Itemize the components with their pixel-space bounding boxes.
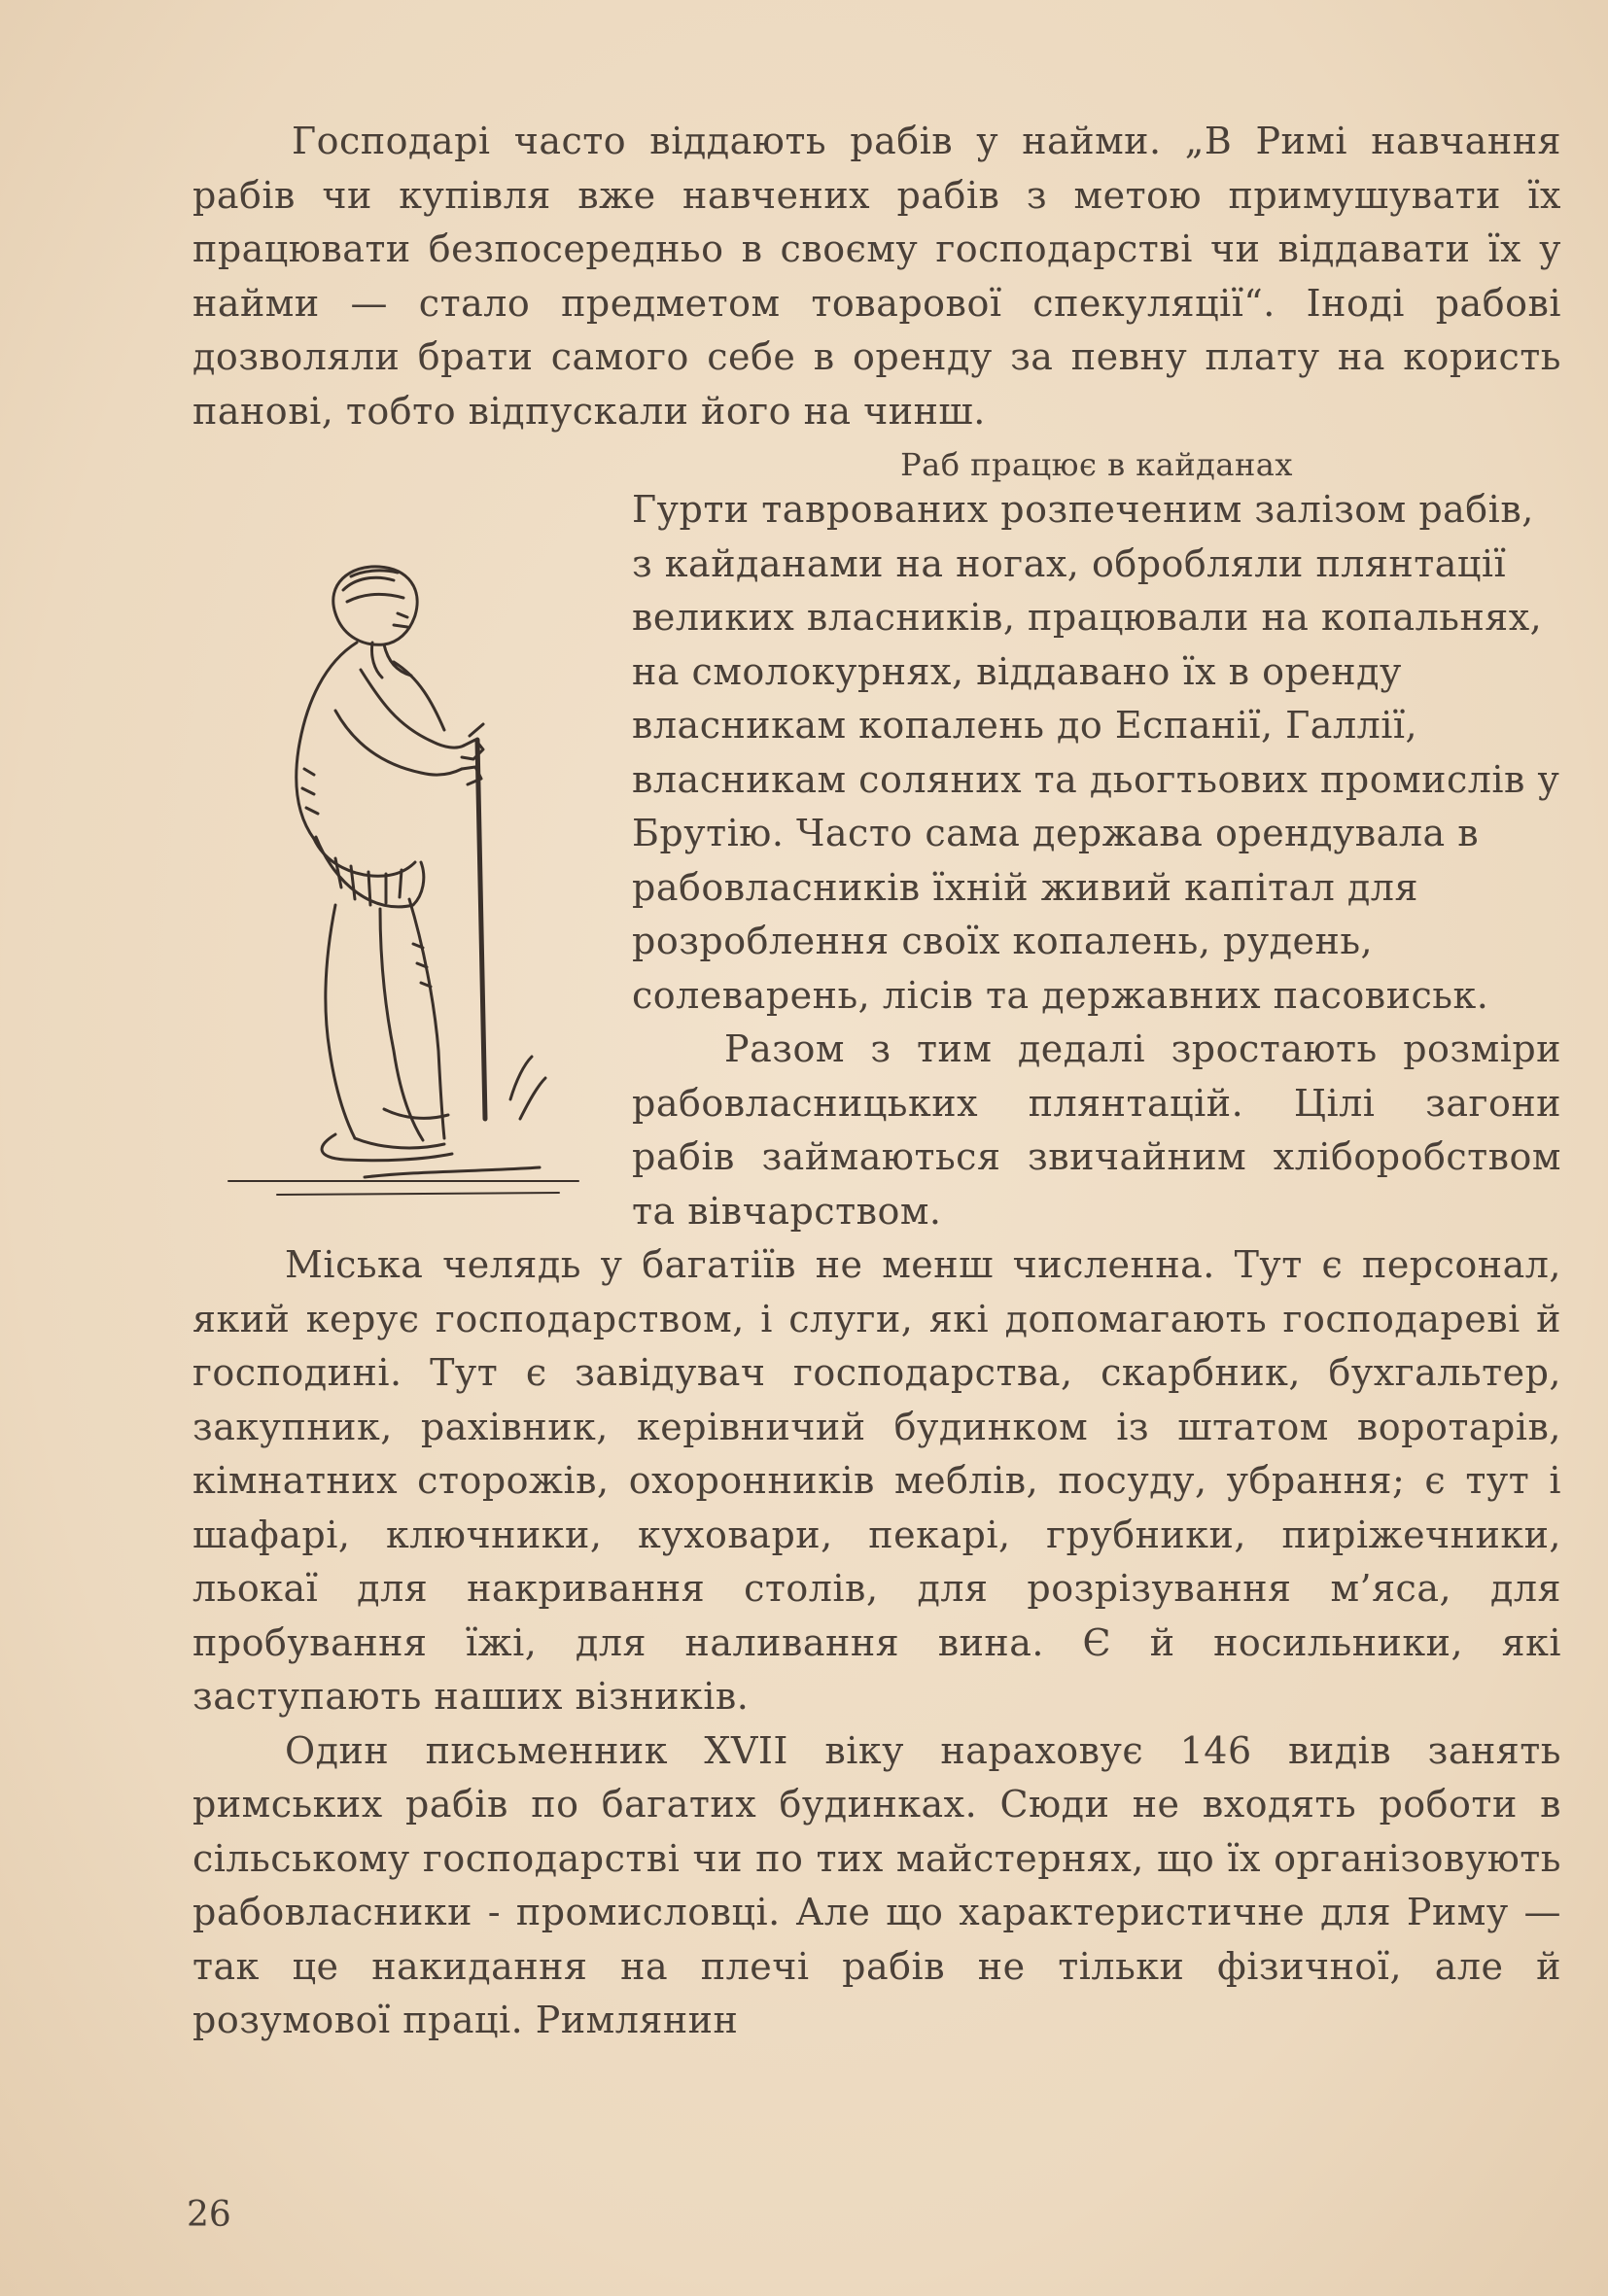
figure [175,493,612,1206]
page-text [192,115,1561,2048]
paragraph-2-text: Гурти таврованих розпеченим залізом рабів, з кайданами на ногах, обробляли плянтації великих власників, працювали на копальнях, на смолокурнях, віддавано їх в оренду власникам копалень до Еспанії, Галлії, власникам соляних та дьогтьових промислів у Брутію. Часто сама держава орендувала в рабовласників їхній живий капітал для розроблення своїх копалень, рудень, солеварень, лісів та державних пасовиськ. [632,488,1560,1017]
paragraph-4: Міська челядь у багатіїв не менш численна. Тут є персонал, який керує господарством, і слуги, які допомагають господареві й господині. Тут є завідувач господарства, скарбник, бухгальтер, закупник, рахівник, керівничий будинком із штатом воротарів, кімнатних сторожів, охоронників меблів, посуду, убрання; є тут і шафарі, ключники, куховари, пекарі, грубники, пиріжечники, льокаї для накривання столів, для розрізування м’яса, для пробування їжі, для наливання вина. Є й носильники, які заступають наших візників. [192,1243,1561,1718]
page-number: 26 [187,2195,231,2235]
paragraph-1: Господарі часто віддають рабів у найми. „В Римі навчання рабів чи купівля вже навчених рабів з метою примушувати їх працювати безпосередньо в своєму господарстві чи віддавати їх у найми — стало предметом товарової спекуляції“. Іноді рабові дозволяли брати самого себе в оренду за певну плату на користь панові, тобто відпускали його на чинш. [192,120,1561,433]
paragraph-5: Один письменник XVII віку нараховує 146 видів занять римських рабів по багатих будинках. Сюди не входять роботи в сільському господарстві чи по тих майстернях, що їх організовують рабовласники - промисловці. Але що характеристичне для Риму — так це накидання на плечі рабів не тільки фізичної, але й розумової праці. Римлянин [192,1728,1561,2041]
paragraph-3: Разом з тим дедалі зростають розміри рабовласницьких плянтацій. Цілі загони рабів займаються звичайним хліборобством та вівчарством. [632,1027,1561,1233]
slave-in-shackles-illustration [190,497,598,1206]
figure-caption: Раб працює в кайданах [900,446,1293,483]
